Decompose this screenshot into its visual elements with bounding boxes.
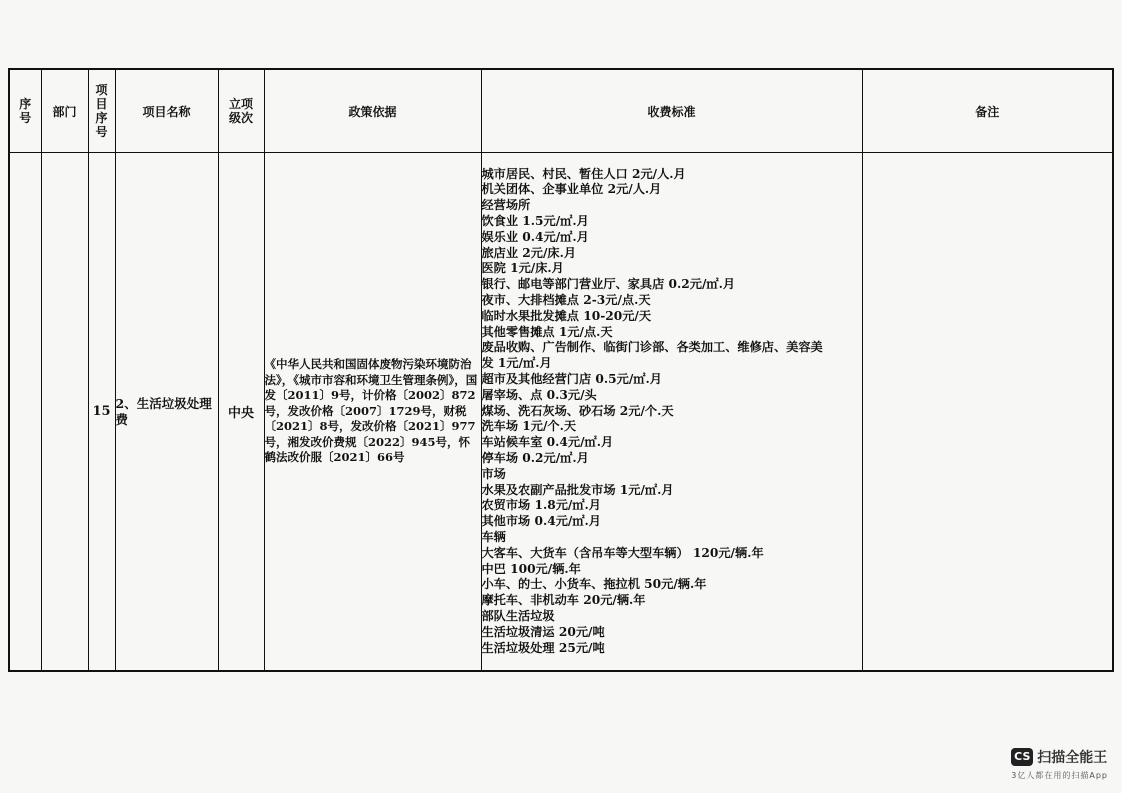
header-item-seq-char: 号 xyxy=(95,125,108,139)
fee-table xyxy=(8,68,1114,672)
fee-standard-list xyxy=(482,167,862,657)
header-item-name: 项目名称 xyxy=(115,69,218,153)
cell-dept xyxy=(41,153,88,672)
fee-line: 市场 xyxy=(481,466,506,481)
fee-line: 小车、的士、小货车、拖拉机 50元/辆.年 xyxy=(481,577,707,592)
header-fee: 收费标准 xyxy=(481,69,862,153)
table-row xyxy=(9,153,1113,672)
fee-line: 超市及其他经营门店 0.5元/㎡.月 xyxy=(481,372,662,386)
fee-line: 医院 1元/床.月 xyxy=(481,261,564,276)
fee-line: 大客车、大货车（含吊车等大型车辆） 120元/辆.年 xyxy=(481,545,764,560)
header-seq xyxy=(9,69,41,153)
camscanner-logo-icon: CS xyxy=(1011,748,1033,766)
header-level-line: 立项 xyxy=(228,97,253,111)
fee-line: 摩托车、非机动车 20元/辆.年 xyxy=(481,593,646,608)
fee-line: 饮食业 1.5元/㎡.月 xyxy=(481,214,589,229)
fee-line: 部队生活垃圾 xyxy=(481,608,555,623)
fee-line: 废品收购、广告制作、临街门诊部、各类加工、维修店、美容美 xyxy=(481,340,823,355)
header-dept: 部门 xyxy=(41,69,88,153)
fee-line: 娱乐业 0.4元/㎡.月 xyxy=(481,229,589,244)
cell-remark xyxy=(862,153,1113,672)
fee-line: 生活垃圾清运 20元/吨 xyxy=(481,624,605,639)
fee-line: 停车场 0.2元/㎡.月 xyxy=(481,450,589,465)
fee-line: 屠宰场、点 0.3元/头 xyxy=(481,387,597,402)
header-seq-char: 序 xyxy=(19,97,32,111)
fee-line: 中巴 100元/辆.年 xyxy=(481,561,581,576)
header-level xyxy=(218,69,264,153)
cell-fee xyxy=(481,153,862,672)
header-row xyxy=(9,69,1113,153)
fee-line: 农贸市场 1.8元/㎡.月 xyxy=(481,498,601,513)
cell-seq xyxy=(9,153,41,672)
fee-line: 银行、邮电等部门营业厅、家具店 0.2元/㎡.月 xyxy=(481,277,736,292)
fee-line: 其他市场 0.4元/㎡.月 xyxy=(481,514,601,529)
fee-line: 发 1元/㎡.月 xyxy=(481,356,552,371)
cell-item-name: 2、生活垃圾处理费 xyxy=(115,153,218,672)
header-seq-char: 号 xyxy=(19,111,32,125)
fee-line: 机关团体、企事业单位 2元/人.月 xyxy=(481,182,662,197)
watermark-title: 扫描全能王 xyxy=(1037,750,1108,766)
fee-line: 城市居民、村民、暂住人口 2元/人.月 xyxy=(481,166,686,181)
cell-basis: 《中华人民共和国固体废物污染环境防治法》，《城市市容和环境卫生管理条例》，国发〔2011〕9号，计价格〔2002〕872号，发改价格〔2007〕1729号，财税〔2021〕8号，发改价格〔2021〕977号，湘发改价费规〔2022〕945号，怀鹤法改价服〔2021〕66号 xyxy=(264,153,481,672)
fee-line: 生活垃圾处理 25元/吨 xyxy=(481,640,605,655)
header-item-seq-char: 目 xyxy=(95,97,108,111)
scanner-watermark xyxy=(1011,747,1108,781)
fee-line: 车站候车室 0.4元/㎡.月 xyxy=(481,435,614,450)
fee-line: 夜市、大排档摊点 2-3元/点.天 xyxy=(481,293,651,308)
cell-item-seq: 15 xyxy=(88,153,115,672)
fee-line: 经营场所 xyxy=(481,198,531,213)
header-item-seq-char: 序 xyxy=(95,111,108,125)
fee-line: 车辆 xyxy=(481,529,506,544)
fee-line: 临时水果批发摊点 10-20元/天 xyxy=(481,308,652,323)
header-basis: 政策依据 xyxy=(264,69,481,153)
watermark-subtitle: 3亿人都在用的扫描App xyxy=(1011,771,1108,780)
header-item-seq-char: 项 xyxy=(95,83,108,97)
header-remark: 备注 xyxy=(862,69,1113,153)
fee-line: 其他零售摊点 1元/点.天 xyxy=(481,324,613,339)
fee-line: 洗车场 1元/个.天 xyxy=(481,419,577,434)
fee-line: 旅店业 2元/床.月 xyxy=(481,245,577,260)
fee-line: 水果及农副产品批发市场 1元/㎡.月 xyxy=(481,482,674,497)
header-level-line: 级次 xyxy=(228,111,253,125)
watermark-title-row xyxy=(1011,747,1108,767)
fee-line: 煤场、洗石灰场、砂石场 2元/个.天 xyxy=(481,403,674,418)
header-item-seq xyxy=(88,69,115,153)
cell-level: 中央 xyxy=(218,153,264,672)
